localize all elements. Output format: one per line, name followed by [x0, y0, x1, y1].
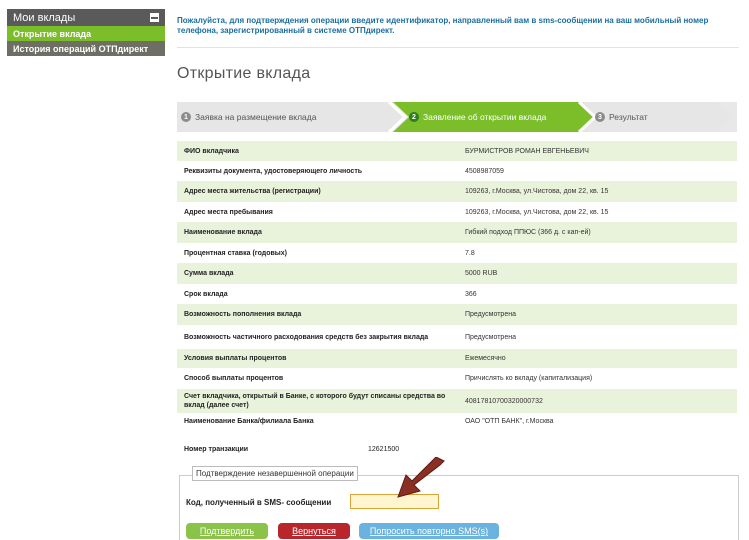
- row-value: Причислять ко вкладу (капитализация): [465, 375, 593, 382]
- table-row: [177, 349, 737, 368]
- sidebar-header-label: Мои вклады: [13, 11, 76, 24]
- row-key: Наименование вклада: [184, 229, 262, 236]
- step-3-number: 3: [595, 112, 605, 122]
- collapse-icon[interactable]: [150, 13, 159, 22]
- table-row: [177, 263, 737, 284]
- row-value: БУРМИСТРОВ РОМАН ЕВГЕНЬЕВИЧ: [465, 147, 589, 155]
- row-value: 4508987059: [465, 167, 504, 175]
- row-value: 7.8: [465, 249, 475, 257]
- table-row: [177, 368, 737, 389]
- row-key: Процентная ставка (годовых): [184, 249, 288, 257]
- page-title: Открытие вклада: [177, 65, 311, 82]
- row-value: Ежемесячно: [465, 355, 506, 362]
- row-key: Возможность частичного расходования средств без закрытия вклада: [184, 333, 429, 341]
- table-row: [177, 243, 737, 263]
- pointer-arrow-icon: [392, 457, 448, 499]
- step-2-label: Заявление об открытии вклада: [423, 112, 547, 122]
- row-value: Предусмотрена: [465, 333, 516, 341]
- row-value: Предусмотрена: [465, 311, 516, 318]
- row-key: Адрес места пребывания: [184, 208, 273, 216]
- step-3: [595, 102, 648, 132]
- row-value: ОАО "ОТП БАНК", г.Москва: [465, 418, 554, 425]
- sidebar-item-open-deposit[interactable]: Открытие вклада: [7, 26, 165, 41]
- sidebar-item-history[interactable]: История операций ОТПдирект: [7, 41, 165, 56]
- progress-steps: [177, 102, 737, 132]
- row-key: Адрес места жительства (регистрации): [184, 188, 321, 195]
- back-button[interactable]: Вернуться: [278, 523, 350, 539]
- sidebar: [7, 9, 165, 56]
- confirm-button[interactable]: Подтвердить: [186, 523, 268, 539]
- table-row: [177, 389, 737, 413]
- table-row: [177, 413, 737, 430]
- row-key: Способ выплаты процентов: [184, 375, 284, 382]
- row-key: Сумма вклада: [184, 270, 234, 277]
- row-value: 109263, г.Москва, ул.Чистова, дом 22, кв. 15: [465, 188, 609, 195]
- row-value: 366: [465, 290, 477, 298]
- row-key: Возможность пополнения вклада: [184, 311, 302, 318]
- table-row: [177, 181, 737, 202]
- row-value: 5000 RUB: [465, 270, 498, 277]
- divider: [177, 47, 739, 48]
- step-1: [181, 102, 316, 132]
- row-value: 40817810700320000732: [465, 397, 543, 405]
- table-row: [177, 222, 737, 243]
- step-3-label: Результат: [609, 112, 648, 122]
- transaction-label: Номер транзакции: [184, 446, 249, 453]
- row-key: ФИО вкладчика: [184, 147, 239, 155]
- table-row: [177, 325, 737, 349]
- table-row: [177, 141, 737, 161]
- step-1-number: 1: [181, 112, 191, 122]
- details-table: [177, 141, 737, 430]
- table-row: [177, 284, 737, 304]
- sms-code-label: Код, полученный в SMS- сообщении: [186, 498, 332, 507]
- sidebar-header[interactable]: [7, 9, 165, 26]
- resend-sms-button[interactable]: Попросить повторно SMS(s): [359, 523, 499, 539]
- step-2-number: 2: [409, 112, 419, 122]
- confirm-legend: Подтверждение незавершенной операции: [192, 466, 358, 481]
- step-1-label: Заявка на размещение вклада: [195, 112, 317, 122]
- row-key: Срок вклада: [184, 290, 228, 298]
- row-key: Наименование Банка/филиала Банка: [184, 418, 314, 425]
- table-row: [177, 304, 737, 325]
- table-row: [177, 202, 737, 222]
- step-2: [409, 102, 546, 132]
- transaction-value: 12621500: [368, 446, 400, 453]
- row-key: Реквизиты документа, удостоверяющего личность: [184, 167, 363, 175]
- sms-notice: Пожалуйста, для подтверждения операции введите идентификатор, направленный вам в sms-сообщении на ваш мобильный номер телефона, зарегистрированный в системе ОТПдирект.: [177, 16, 709, 35]
- table-row: [177, 161, 737, 181]
- row-key: Счет вкладчика, открытый в Банке, с которого будут списаны средства во вклад (далее счет): [184, 393, 446, 409]
- row-value: Гибкий подход ППЮС (366 д. с кап-ей): [465, 229, 591, 236]
- row-value: 109263, г.Москва, ул.Чистова, дом 22, кв. 15: [465, 208, 609, 216]
- row-key: Условия выплаты процентов: [184, 355, 287, 362]
